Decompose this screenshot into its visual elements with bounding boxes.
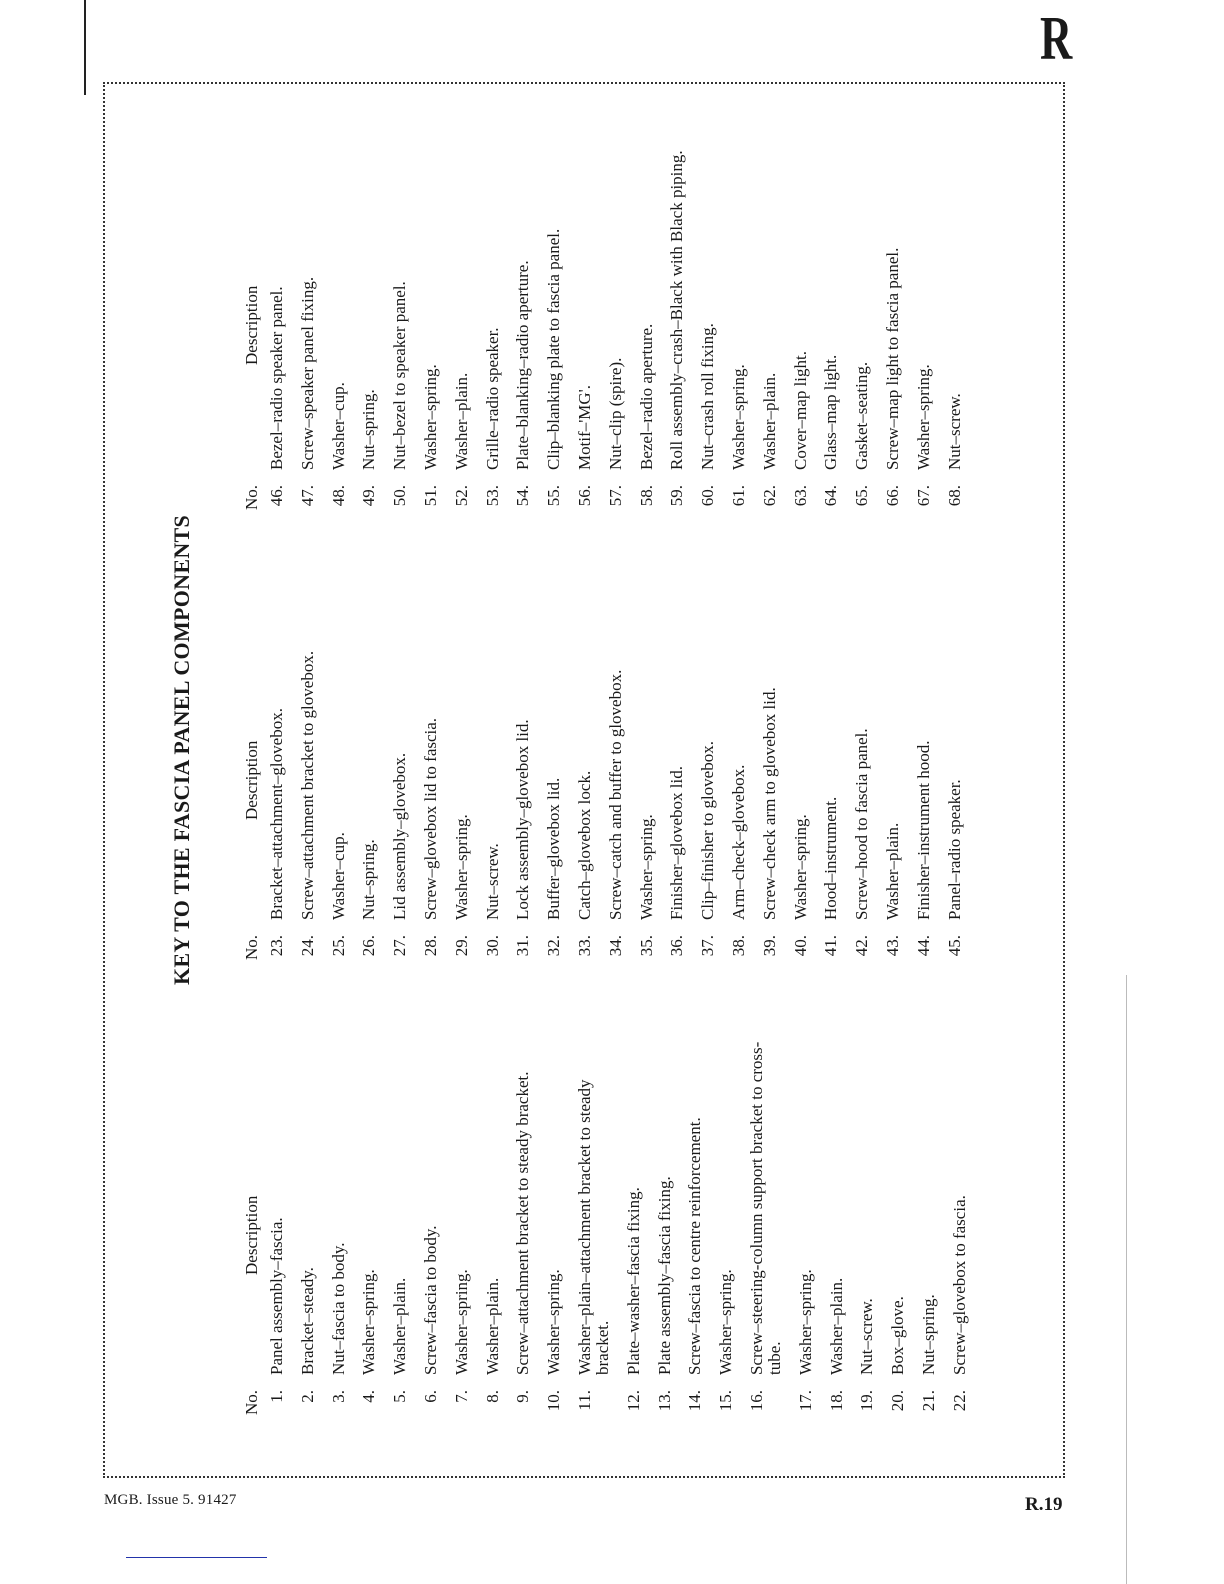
item-number: 16. bbox=[746, 1390, 766, 1412]
item-number: 25. bbox=[328, 935, 348, 957]
item-number: 36. bbox=[667, 935, 687, 957]
key-row bbox=[730, 0, 748, 510]
item-number: 10. bbox=[544, 1390, 564, 1412]
item-description: Washer–plain. bbox=[482, 1277, 502, 1375]
item-description: Washer–spring. bbox=[636, 814, 656, 920]
item-description: Screw–glovebox to fascia. bbox=[949, 1195, 969, 1375]
no-header: No. bbox=[242, 934, 261, 960]
item-number: 41. bbox=[821, 935, 841, 957]
item-number: 31. bbox=[513, 935, 533, 957]
item-number: 38. bbox=[728, 935, 748, 957]
key-row bbox=[453, 0, 471, 510]
key-row bbox=[545, 0, 563, 510]
item-number: 64. bbox=[821, 485, 841, 507]
item-description: Washer–spring. bbox=[451, 1269, 471, 1375]
description-header: Description bbox=[242, 1195, 261, 1275]
item-number: 26. bbox=[359, 935, 379, 957]
item-description: Nut–spring. bbox=[359, 839, 379, 920]
item-description: Washer–plain. bbox=[826, 1277, 846, 1375]
key-row bbox=[915, 0, 933, 510]
key-row bbox=[268, 0, 286, 510]
item-description: Washer–spring. bbox=[728, 364, 748, 470]
item-number: 28. bbox=[420, 935, 440, 957]
item-number: 62. bbox=[759, 485, 779, 507]
item-description: Finisher–instrument hood. bbox=[913, 740, 933, 920]
bottom-link-line bbox=[126, 1557, 267, 1558]
item-number: 42. bbox=[852, 935, 872, 957]
key-row bbox=[761, 0, 779, 510]
rotated-key-table bbox=[168, 85, 1008, 1415]
footer-issue: MGB. Issue 5. 91427 bbox=[104, 1492, 237, 1508]
item-description: Nut–clip (spire). bbox=[605, 357, 625, 470]
item-description: Screw–speaker panel fixing. bbox=[297, 276, 317, 470]
item-number: 58. bbox=[636, 485, 656, 507]
item-number: 33. bbox=[574, 935, 594, 957]
item-number: 59. bbox=[667, 485, 687, 507]
item-number: 63. bbox=[790, 485, 810, 507]
key-row bbox=[822, 0, 840, 510]
item-description: Plate assembly–fascia fixing. bbox=[654, 1176, 674, 1375]
item-description: Cover–map light. bbox=[790, 351, 810, 470]
no-header: No. bbox=[242, 484, 261, 510]
item-description: Lid assembly–glovebox. bbox=[390, 752, 410, 920]
item-description: Screw–glovebox lid to fascia. bbox=[420, 717, 440, 920]
item-description: Washer–spring. bbox=[359, 1269, 379, 1375]
key-row bbox=[946, 0, 964, 510]
item-description: Motif–'MG'. bbox=[574, 385, 594, 470]
item-number: 19. bbox=[857, 1390, 877, 1412]
key-row bbox=[699, 0, 717, 510]
item-description: Washer–cup. bbox=[328, 832, 348, 920]
key-row bbox=[853, 0, 871, 510]
item-description: Washer–spring. bbox=[544, 1269, 564, 1375]
page-title: KEY TO THE FASCIA PANEL COMPONENTS bbox=[169, 514, 194, 986]
item-number: 20. bbox=[888, 1390, 908, 1412]
item-number: 9. bbox=[513, 1390, 533, 1403]
item-description: Screw–map light to fascia panel. bbox=[882, 247, 902, 470]
item-description: Roll assembly–crash–Black with Black piping. bbox=[667, 150, 687, 470]
item-description: Clip–blanking plate to fascia panel. bbox=[544, 228, 564, 470]
item-number: 23. bbox=[267, 935, 286, 957]
item-description: Washer–spring. bbox=[795, 1269, 815, 1375]
item-description: Bezel–radio speaker panel. bbox=[267, 286, 286, 470]
item-description: Finisher–glovebox lid. bbox=[667, 766, 687, 920]
item-description: Bracket–steady. bbox=[297, 1267, 317, 1375]
item-description: Screw–attachment bracket to glovebox. bbox=[297, 650, 317, 920]
key-row bbox=[330, 0, 348, 510]
item-description: Washer–plain. bbox=[451, 372, 471, 470]
item-description: Washer–spring. bbox=[420, 364, 440, 470]
item-number: 21. bbox=[918, 1390, 938, 1412]
key-row bbox=[638, 0, 656, 510]
item-number: 53. bbox=[482, 485, 502, 507]
item-number: 50. bbox=[390, 485, 410, 507]
section-letter: R bbox=[1040, 5, 1073, 73]
item-number: 56. bbox=[574, 485, 594, 507]
key-row bbox=[484, 0, 502, 510]
no-header: No. bbox=[242, 1389, 261, 1415]
item-number: 12. bbox=[623, 1390, 643, 1412]
item-description: Screw–hood to fascia panel. bbox=[852, 728, 872, 920]
item-number: 43. bbox=[882, 935, 902, 957]
item-number: 61. bbox=[728, 485, 748, 507]
item-description: Washer–plain–attachment bracket to steady bracket. bbox=[574, 1079, 612, 1375]
item-number: 34. bbox=[605, 935, 625, 957]
item-description: Washer–spring. bbox=[716, 1269, 736, 1375]
item-number: 22. bbox=[949, 1390, 969, 1412]
key-row bbox=[422, 0, 440, 510]
item-description: Screw–catch and buffer to glovebox. bbox=[605, 669, 625, 920]
key-row bbox=[884, 0, 902, 510]
description-header: Description bbox=[242, 740, 261, 820]
item-description: Gasket–seating. bbox=[852, 361, 872, 470]
item-number: 37. bbox=[698, 935, 718, 957]
item-description: Box–glove. bbox=[888, 1296, 908, 1375]
item-description: Glass–map light. bbox=[821, 354, 841, 470]
item-description: Nut–screw. bbox=[482, 843, 502, 920]
page-number: R.19 bbox=[1025, 1494, 1063, 1515]
item-description: Washer–plain. bbox=[390, 1277, 410, 1375]
key-row bbox=[514, 0, 532, 510]
item-number: 48. bbox=[328, 485, 348, 507]
item-description: Screw–attachment bracket to steady bracket. bbox=[513, 1071, 533, 1375]
item-description: Washer–spring. bbox=[451, 814, 471, 920]
item-description: Washer–plain. bbox=[882, 822, 902, 920]
item-description: Washer–plain. bbox=[759, 372, 779, 470]
item-number: 7. bbox=[451, 1390, 471, 1403]
item-number: 47. bbox=[297, 485, 317, 507]
item-number: 3. bbox=[328, 1390, 348, 1403]
item-description: Bezel–radio aperture. bbox=[636, 323, 656, 470]
item-number: 51. bbox=[420, 485, 440, 507]
item-description: Plate–blanking–radio aperture. bbox=[513, 260, 533, 470]
item-number: 66. bbox=[882, 485, 902, 507]
item-number: 29. bbox=[451, 935, 471, 957]
item-number: 68. bbox=[944, 485, 964, 507]
item-number: 40. bbox=[790, 935, 810, 957]
item-number: 14. bbox=[685, 1390, 705, 1412]
item-number: 67. bbox=[913, 485, 933, 507]
item-description: Nut–fascia to body. bbox=[328, 1242, 348, 1375]
key-row bbox=[607, 0, 625, 510]
item-description: Panel–radio speaker. bbox=[944, 779, 964, 920]
item-description: Bracket–attachment–glovebox. bbox=[267, 708, 286, 920]
item-number: 17. bbox=[795, 1390, 815, 1412]
item-number: 57. bbox=[605, 485, 625, 507]
item-description: Screw–steering-column support bracket to cross-tube. bbox=[746, 1041, 784, 1375]
item-number: 54. bbox=[513, 485, 533, 507]
key-row bbox=[668, 0, 686, 510]
item-number: 30. bbox=[482, 935, 502, 957]
item-description: Catch–glovebox lock. bbox=[574, 770, 594, 920]
key-row bbox=[576, 0, 594, 510]
item-description: Nut–bezel to speaker panel. bbox=[390, 281, 410, 470]
item-number: 8. bbox=[482, 1390, 502, 1403]
item-number: 60. bbox=[698, 485, 718, 507]
item-description: Buffer–glovebox lid. bbox=[544, 777, 564, 920]
item-description: Washer–spring. bbox=[790, 814, 810, 920]
item-description: Screw–fascia to centre reinforcement. bbox=[685, 1117, 705, 1375]
item-number: 1. bbox=[267, 1390, 286, 1403]
item-number: 35. bbox=[636, 935, 656, 957]
item-description: Clip–finisher to glovebox. bbox=[698, 741, 718, 920]
item-description: Screw–check arm to glovebox lid. bbox=[759, 687, 779, 920]
item-description: Panel assembly–fascia. bbox=[267, 1217, 286, 1375]
item-number: 5. bbox=[390, 1390, 410, 1403]
item-number: 4. bbox=[359, 1390, 379, 1403]
item-description: Lock assembly–glovebox lid. bbox=[513, 719, 533, 920]
item-number: 32. bbox=[544, 935, 564, 957]
item-number: 44. bbox=[913, 935, 933, 957]
item-number: 27. bbox=[390, 935, 410, 957]
item-number: 18. bbox=[826, 1390, 846, 1412]
item-number: 49. bbox=[359, 485, 379, 507]
item-number: 24. bbox=[297, 935, 317, 957]
item-number: 6. bbox=[420, 1390, 440, 1403]
key-row bbox=[299, 0, 317, 510]
item-description: Washer–cup. bbox=[328, 382, 348, 470]
item-description: Nut–screw. bbox=[944, 393, 964, 470]
rows bbox=[268, 0, 964, 510]
item-description: Screw–fascia to body. bbox=[420, 1225, 440, 1375]
item-description: Nut–screw. bbox=[857, 1298, 877, 1375]
right-margin-rule bbox=[1126, 975, 1127, 1584]
item-description: Nut–spring. bbox=[359, 389, 379, 470]
item-number: 45. bbox=[944, 935, 964, 957]
left-margin-rule bbox=[84, 0, 86, 95]
item-description: Grille–radio speaker. bbox=[482, 327, 502, 470]
key-column-3 bbox=[242, 0, 976, 510]
item-description: Arm–check–glovebox. bbox=[728, 764, 748, 920]
item-number: 55. bbox=[544, 485, 564, 507]
description-header: Description bbox=[242, 285, 261, 365]
column-header bbox=[242, 0, 264, 510]
item-number: 39. bbox=[759, 935, 779, 957]
key-row bbox=[792, 0, 810, 510]
item-description: Hood–instrument. bbox=[821, 796, 841, 920]
item-number: 46. bbox=[267, 485, 286, 507]
item-number: 11. bbox=[574, 1390, 594, 1411]
item-description: Washer–spring. bbox=[913, 364, 933, 470]
item-number: 2. bbox=[297, 1390, 317, 1403]
item-description: Nut–spring. bbox=[918, 1294, 938, 1375]
item-number: 15. bbox=[716, 1390, 736, 1412]
key-row bbox=[391, 0, 409, 510]
item-number: 52. bbox=[451, 485, 471, 507]
key-row bbox=[360, 0, 378, 510]
item-description: Nut–crash roll fixing. bbox=[698, 323, 718, 470]
item-number: 13. bbox=[654, 1390, 674, 1412]
item-number: 65. bbox=[852, 485, 872, 507]
item-description: Plate–washer–fascia fixing. bbox=[623, 1187, 643, 1375]
